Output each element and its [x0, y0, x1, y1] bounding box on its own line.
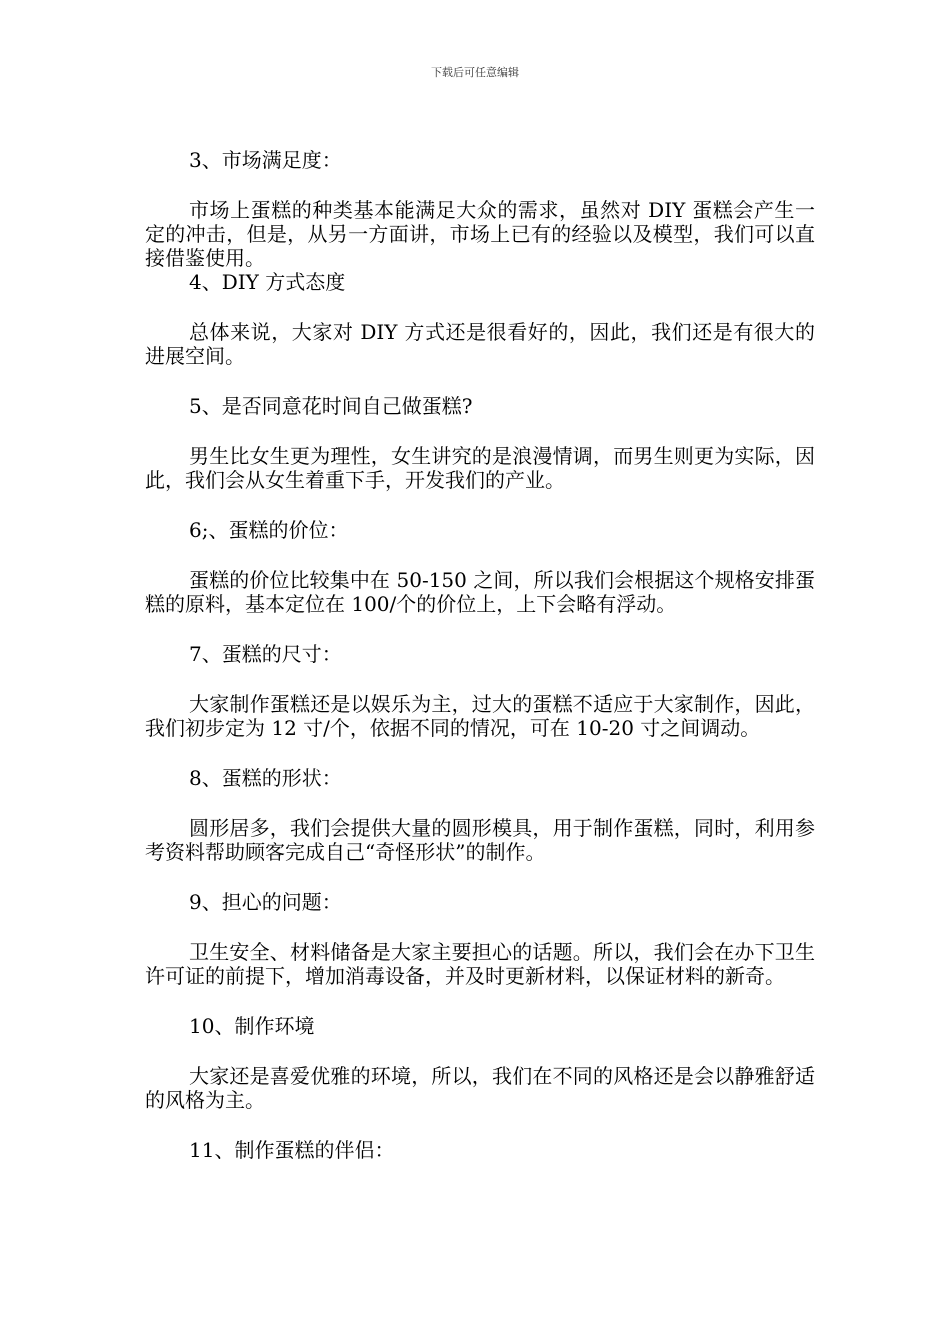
section-body-4: 总体来说，大家对 DIY 方式还是很看好的，因此，我们还是有很大的进展空间。	[145, 320, 815, 368]
section-heading-11: 11、制作蛋糕的伴侣：	[189, 1138, 395, 1162]
page-header-note: 下载后可任意编辑	[431, 66, 519, 79]
section-heading-8: 8、蛋糕的形状：	[189, 766, 342, 790]
document-body	[145, 148, 815, 1188]
section-heading-3: 3、市场满足度：	[189, 148, 342, 172]
section-body-7: 大家制作蛋糕还是以娱乐为主，过大的蛋糕不适应于大家制作，因此，我们初步定为 12 寸/个，依据不同的情况，可在 10-20 寸之间调动。	[145, 692, 815, 740]
section-heading-5: 5、是否同意花时间自己做蛋糕?	[189, 394, 473, 418]
section-heading-10: 10、制作环境	[189, 1014, 315, 1038]
section-body-8: 圆形居多，我们会提供大量的圆形模具，用于制作蛋糕，同时，利用参考资料帮助顾客完成自己“奇怪形状”的制作。	[145, 816, 815, 864]
section-body-3: 市场上蛋糕的种类基本能满足大众的需求，虽然对 DIY 蛋糕会产生一定的冲击，但是，从另一方面讲，市场上已有的经验以及模型，我们可以直接借鉴使用。	[145, 198, 815, 270]
section-heading-7: 7、蛋糕的尺寸：	[189, 642, 342, 666]
section-heading-6: 6;、蛋糕的价位：	[189, 518, 349, 542]
section-body-9: 卫生安全、材料储备是大家主要担心的话题。所以，我们会在办下卫生许可证的前提下，增加消毒设备，并及时更新材料，以保证材料的新奇。	[145, 940, 815, 988]
section-heading-9: 9、担心的问题：	[189, 890, 342, 914]
section-heading-4: 4、DIY 方式态度	[189, 270, 346, 294]
section-body-10: 大家还是喜爱优雅的环境，所以，我们在不同的风格还是会以静雅舒适的风格为主。	[145, 1064, 815, 1112]
section-body-5: 男生比女生更为理性，女生讲究的是浪漫情调，而男生则更为实际，因此，我们会从女生着重下手，开发我们的产业。	[145, 444, 815, 492]
section-body-6: 蛋糕的价位比较集中在 50-150 之间，所以我们会根据这个规格安排蛋糕的原料，基本定位在 100/个的价位上，上下会略有浮动。	[145, 568, 815, 616]
